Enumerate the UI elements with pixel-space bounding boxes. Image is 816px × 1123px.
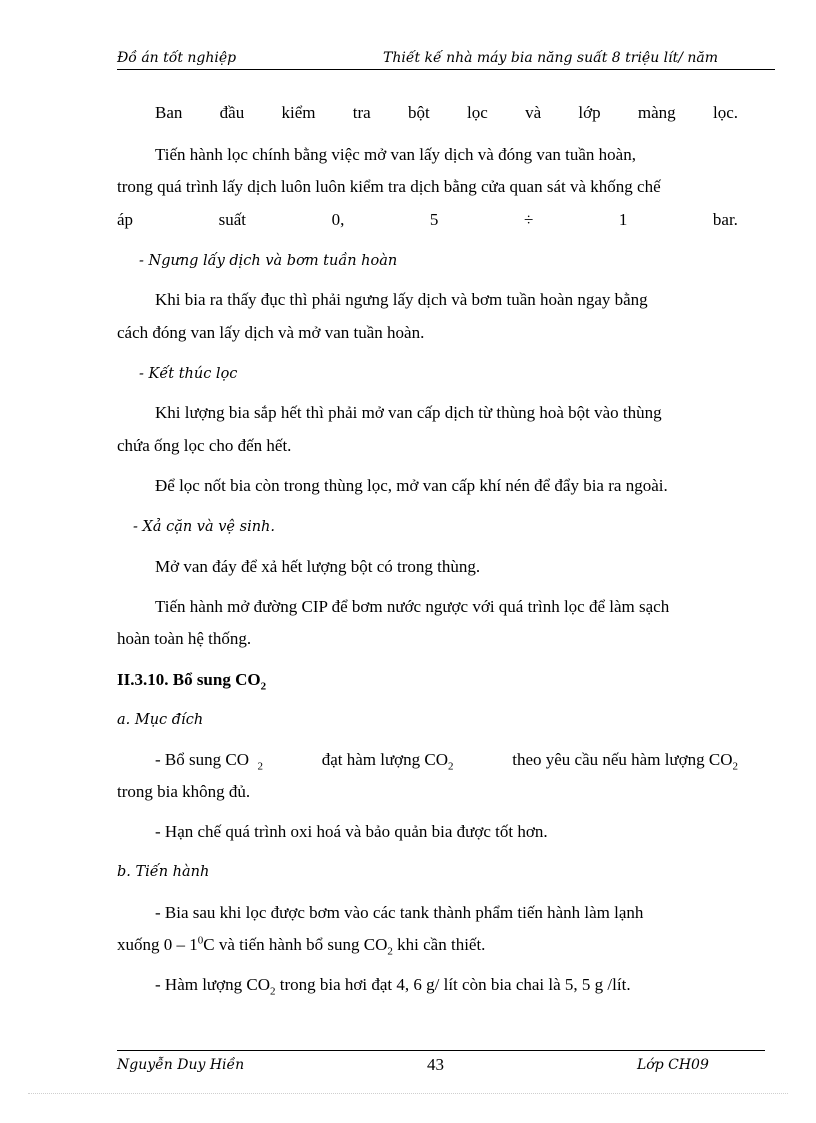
subheading-end-filtering: - Kết thúc lọc <box>139 366 238 382</box>
word: suất <box>218 210 246 229</box>
paragraph-line: chứa ống lọc cho đến hết. <box>117 436 292 455</box>
paragraph-co2-purpose <box>155 750 738 773</box>
word: 0, <box>331 210 345 229</box>
paragraph-line: - Hạn chế quá trình oxi hoá và bảo quản bia được tốt hơn. <box>155 822 548 841</box>
text: xuống 0 – 1 <box>117 935 198 954</box>
subscript: 2 <box>448 760 454 773</box>
word: áp <box>117 210 134 229</box>
word: và <box>525 103 542 122</box>
word: đầu <box>219 103 245 122</box>
word: tra <box>352 103 371 122</box>
subscript: 2 <box>732 760 738 773</box>
subheading-cleaning: - Xả cặn và vệ sinh. <box>133 519 275 535</box>
paragraph-line: Tiến hành lọc chính bằng việc mở van lấy dịch và đóng van tuần hoàn, <box>155 145 636 164</box>
page-footer <box>117 1050 765 1074</box>
header-title-left: Đồ án tốt nghiệp <box>117 50 237 66</box>
word: lọc <box>467 103 488 122</box>
page-number: 43 <box>427 1055 444 1074</box>
footer-author: Nguyễn Duy Hiền <box>117 1057 245 1073</box>
text: - Bổ sung CO <box>155 750 249 769</box>
paragraph-line: Mở van đáy để xả hết lượng bột có trong thùng. <box>155 557 481 576</box>
text: khi cần thiết. <box>392 935 486 954</box>
page-border-divider <box>28 1093 788 1094</box>
word: bar. <box>712 210 738 229</box>
subheading-stop-drawing: - Ngưng lấy dịch và bơm tuần hoàn <box>139 253 398 269</box>
subheading-purpose: a. Mục đích <box>117 712 204 728</box>
paragraph-line: trong bia không đủ. <box>117 782 251 801</box>
text: - Hàm lượng CO <box>155 975 270 994</box>
word: màng <box>637 103 676 122</box>
paragraph-co2-content <box>155 975 738 998</box>
header-title-right: Thiết kế nhà máy bia năng suất 8 triệu lít/ năm <box>383 50 719 66</box>
paragraph-pressure-line <box>117 210 738 230</box>
text-run <box>155 750 263 773</box>
text: trong bia hơi đạt 4, 6 g/ lít còn bia chai là 5, 5 g /lít. <box>275 975 631 994</box>
section-title <box>117 670 738 693</box>
paragraph-line: cách đóng van lấy dịch và mở van tuần hoàn. <box>117 323 425 342</box>
subscript: 2 <box>387 945 393 958</box>
paragraph-line: hoàn toàn hệ thống. <box>117 629 252 648</box>
word: lớp <box>578 103 601 122</box>
paragraph-line: trong quá trình lấy dịch luôn luôn kiểm tra dịch bằng cửa quan sát và khống chế <box>117 177 661 196</box>
word: kiểm <box>281 103 316 122</box>
paragraph-line: Khi bia ra thấy đục thì phải ngưng lấy dịch và bơm tuần hoàn ngay bằng <box>155 290 648 309</box>
section-title-text: II.3.10. Bổ sung CO <box>117 670 261 689</box>
paragraph-line: Để lọc nốt bia còn trong thùng lọc, mở van cấp khí nén để đẩy bia ra ngoài. <box>155 476 668 495</box>
text: theo yêu cầu nếu hàm lượng CO <box>512 750 733 769</box>
paragraph-line: Khi lượng bia sắp hết thì phải mở van cấp dịch từ thùng hoà bột vào thùng <box>155 403 662 422</box>
word: 1 <box>618 210 628 229</box>
word: Ban <box>155 103 183 122</box>
footer-class: Lớp CH09 <box>637 1057 709 1073</box>
text: đạt hàm lượng CO <box>321 750 449 769</box>
word: lọc. <box>712 103 738 122</box>
word: 5 <box>429 210 439 229</box>
page-header <box>117 49 775 70</box>
word: bột <box>408 103 430 122</box>
subheading-procedure: b. Tiến hành <box>117 864 210 880</box>
subscript: 2 <box>260 680 267 693</box>
paragraph-filter-check <box>155 103 738 123</box>
paragraph-line: - Bia sau khi lọc được bơm vào các tank thành phẩm tiến hành làm lạnh <box>155 903 644 922</box>
text: C và tiến hành bổ sung CO <box>203 935 388 954</box>
subscript: 2 <box>270 985 276 998</box>
paragraph-cooling-line <box>117 934 738 958</box>
subscript: 2 <box>257 760 263 773</box>
text-run <box>321 750 454 773</box>
paragraph-line: Tiến hành mở đường CIP để bơm nước ngược với quá trình lọc để làm sạch <box>155 597 670 616</box>
superscript: 0 <box>197 934 204 947</box>
word: ÷ <box>523 210 534 229</box>
text-run <box>512 750 738 773</box>
